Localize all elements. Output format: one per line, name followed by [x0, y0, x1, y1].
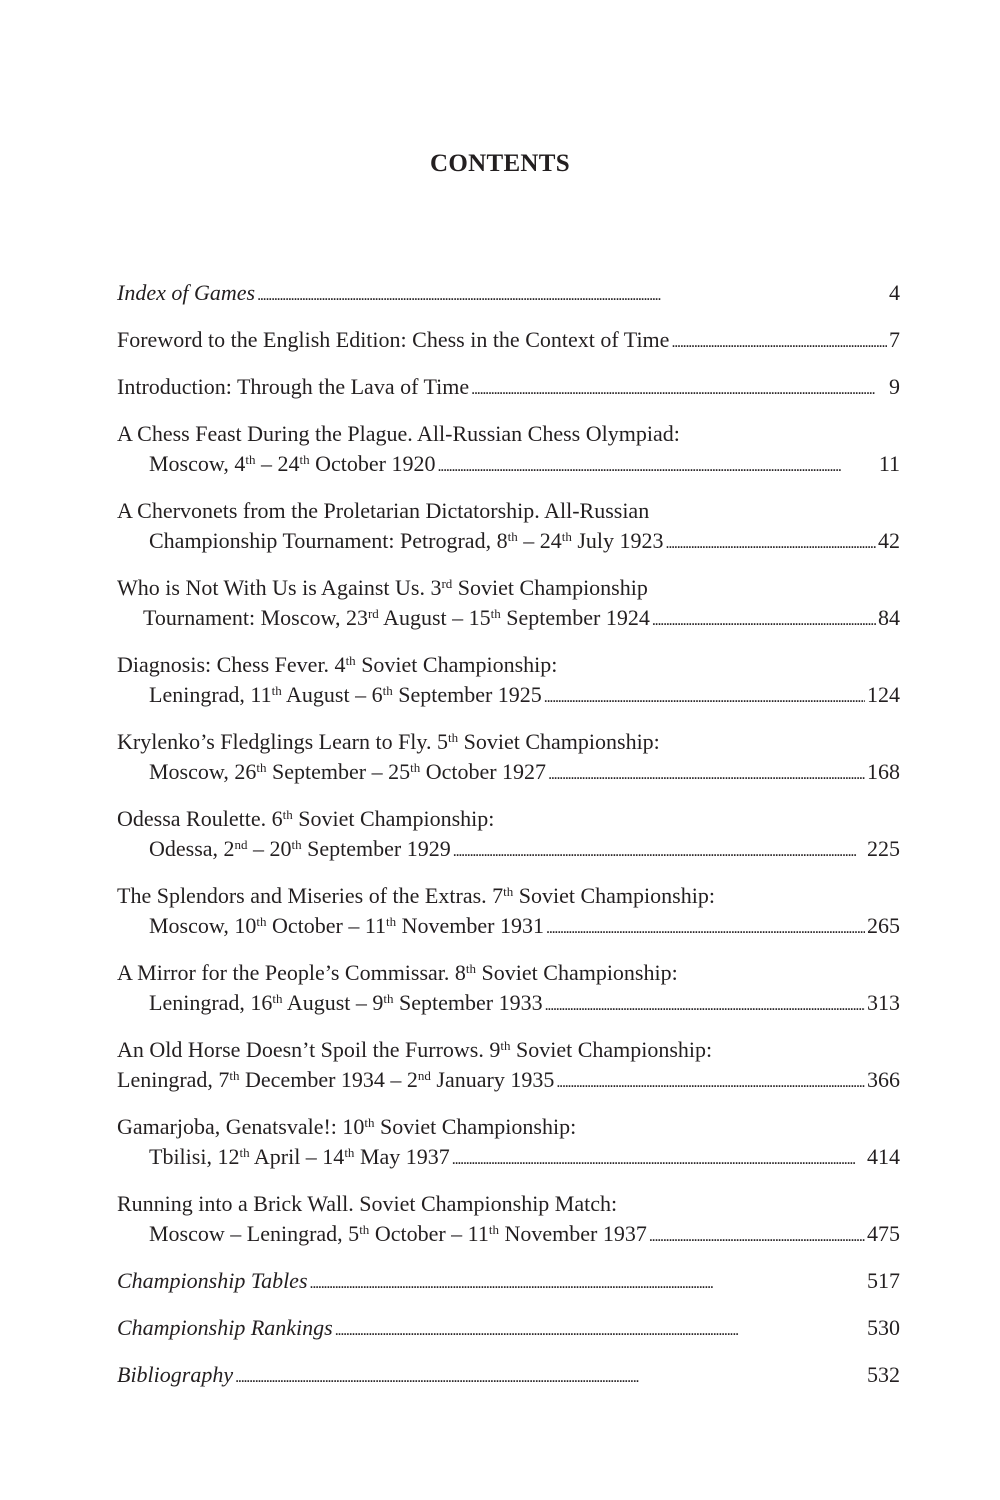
entry-subtitle: Tbilisi, 12th April – 14th May 1937	[149, 1144, 450, 1169]
entry-subtitle: Moscow – Leningrad, 5th October – 11th November 1937	[149, 1221, 647, 1246]
toc-entry[interactable]	[117, 1313, 900, 1346]
entry-title: Who is Not With Us is Against Us. 3rd Soviet Championship	[117, 575, 648, 600]
dot-leader	[310, 1266, 865, 1299]
entry-title: Odessa Roulette. 6th Soviet Championship:	[117, 806, 495, 831]
dot-leader	[556, 1065, 865, 1098]
toc-entry[interactable]	[117, 958, 900, 1021]
page-number: 532	[867, 1362, 900, 1387]
page-number: 4	[889, 280, 900, 305]
toc-entry[interactable]	[117, 496, 900, 559]
entry-subtitle: Leningrad, 11th August – 6th September 1925	[149, 682, 542, 707]
toc-entry[interactable]	[117, 1360, 900, 1393]
dot-leader	[544, 680, 865, 713]
dot-leader	[471, 372, 887, 405]
page-number: 11	[878, 451, 900, 476]
page-number: 42	[878, 528, 900, 553]
toc-entry[interactable]	[117, 278, 900, 311]
dot-leader	[548, 757, 865, 790]
toc-entry[interactable]	[117, 372, 900, 405]
dot-leader	[649, 1219, 865, 1252]
toc-entry[interactable]	[117, 804, 900, 867]
toc-entry[interactable]	[117, 1266, 900, 1299]
entry-subtitle: Leningrad, 16th August – 9th September 1933	[149, 990, 543, 1015]
entry-subtitle: Championship Tournament: Petrograd, 8th – 24th July 1923	[149, 528, 664, 553]
dot-leader	[652, 603, 876, 636]
dot-leader	[545, 988, 865, 1021]
entry-title: A Chervonets from the Proletarian Dictatorship. All-Russian	[117, 498, 650, 523]
toc-entry[interactable]	[117, 727, 900, 790]
page-number: 225	[867, 836, 900, 861]
toc-entry[interactable]	[117, 419, 900, 482]
entry-title: The Splendors and Miseries of the Extras. 7th Soviet Championship:	[117, 883, 715, 908]
entry-title: Diagnosis: Chess Fever. 4th Soviet Championship:	[117, 652, 558, 677]
entry-subtitle: Moscow, 4th – 24th October 1920	[149, 451, 436, 476]
entry-title: Index of Games	[117, 280, 256, 305]
dot-leader	[257, 278, 887, 311]
dot-leader	[335, 1313, 865, 1346]
dot-leader	[235, 1360, 865, 1393]
page-number: 517	[867, 1268, 900, 1293]
page-number: 414	[867, 1144, 900, 1169]
dot-leader	[671, 325, 887, 358]
page-number: 475	[867, 1221, 900, 1246]
entry-title: Foreword to the English Edition: Chess in the Context of Time	[117, 327, 670, 352]
toc-entry[interactable]	[117, 325, 900, 358]
page-number: 168	[867, 759, 900, 784]
page-number: 530	[867, 1315, 900, 1340]
dot-leader	[666, 526, 876, 559]
entry-title: A Chess Feast During the Plague. All-Russian Chess Olympiad:	[117, 421, 680, 446]
page-number: 7	[889, 327, 900, 352]
entry-subtitle: Moscow, 26th September – 25th October 1927	[149, 759, 547, 784]
entry-title: Krylenko’s Fledglings Learn to Fly. 5th Soviet Championship:	[117, 729, 660, 754]
entry-subtitle: Tournament: Moscow, 23rd August – 15th September 1924	[143, 605, 650, 630]
page-number: 9	[889, 374, 900, 399]
entry-title: Championship Tables	[117, 1268, 308, 1293]
toc-entry[interactable]	[117, 1189, 900, 1252]
toc-entry[interactable]	[117, 573, 900, 636]
toc-entry[interactable]	[117, 1035, 900, 1098]
toc-entry[interactable]	[117, 650, 900, 713]
page-number: 265	[867, 913, 900, 938]
entry-title: Bibliography	[117, 1362, 234, 1387]
dot-leader	[452, 1142, 865, 1175]
entry-title: Championship Rankings	[117, 1315, 333, 1340]
entry-title: Running into a Brick Wall. Soviet Championship Match:	[117, 1191, 618, 1216]
page-number: 84	[878, 605, 900, 630]
table-of-contents	[117, 278, 900, 1407]
dot-leader	[453, 834, 865, 867]
page-number: 366	[867, 1067, 900, 1092]
toc-entry[interactable]	[117, 881, 900, 944]
page-title: CONTENTS	[430, 150, 570, 177]
entry-title: Introduction: Through the Lava of Time	[117, 374, 470, 399]
entry-title: An Old Horse Doesn’t Spoil the Furrows. 9th Soviet Championship:	[117, 1037, 713, 1062]
toc-entry[interactable]	[117, 1112, 900, 1175]
dot-leader	[437, 449, 876, 482]
page-number: 124	[867, 682, 900, 707]
dot-leader	[546, 911, 865, 944]
entry-subtitle: Odessa, 2nd – 20th September 1929	[149, 836, 451, 861]
page-number: 313	[867, 990, 900, 1015]
entry-title: A Mirror for the People’s Commissar. 8th Soviet Championship:	[117, 960, 678, 985]
entry-subtitle: Leningrad, 7th December 1934 – 2nd January 1935	[117, 1067, 555, 1092]
entry-subtitle: Moscow, 10th October – 11th November 1931	[149, 913, 545, 938]
entry-title: Gamarjoba, Genatsvale!: 10th Soviet Championship:	[117, 1114, 577, 1139]
